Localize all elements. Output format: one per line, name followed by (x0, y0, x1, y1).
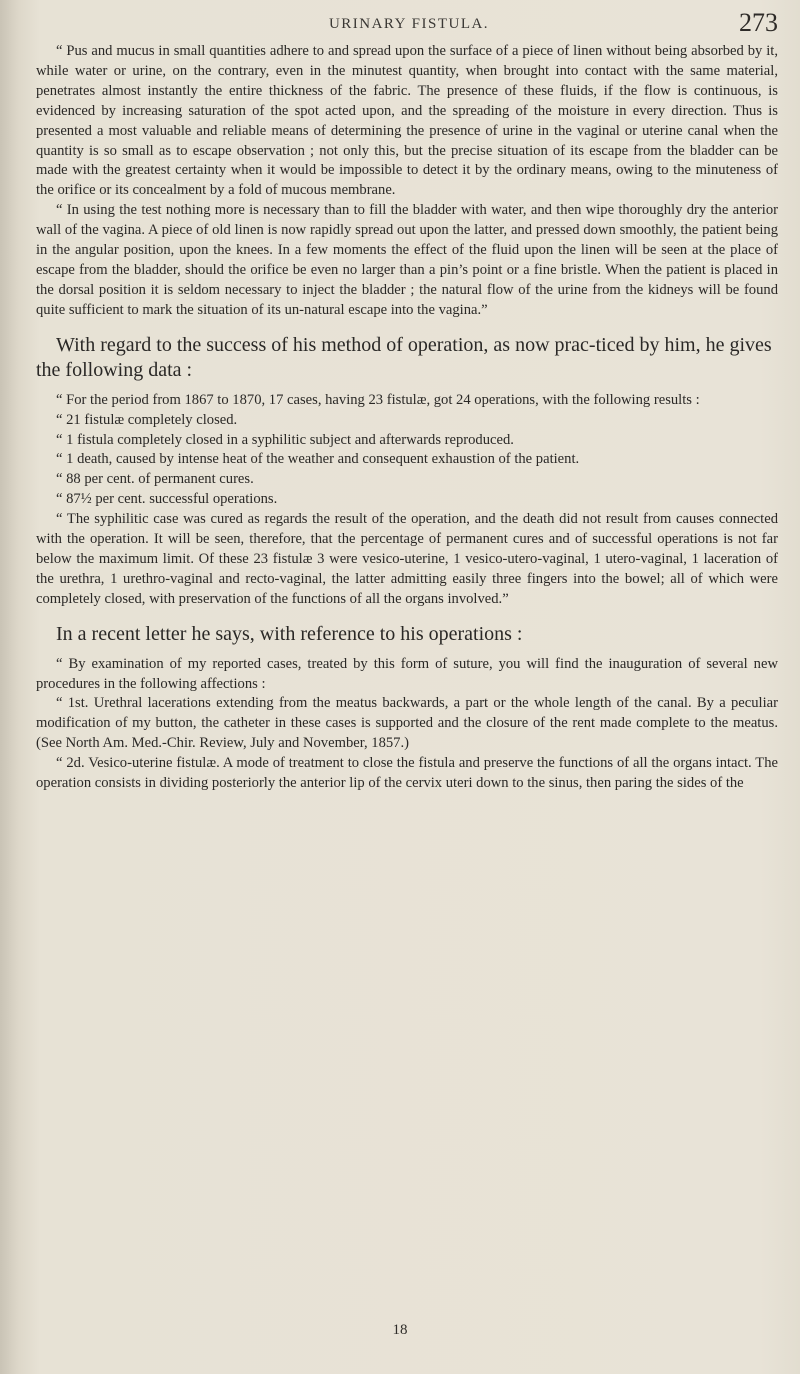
paragraph-examination: “ By examination of my reported cases, treated by this form of suture, you will find the inauguration of several new procedures in the following affections : (36, 655, 778, 692)
paragraph-using-test: “ In using the test nothing more is necessary than to fill the bladder with water, and then wipe thoroughly dry the anterior wall of the vagina. A piece of old linen is now rapidly spread out upon the latter, and pressed down smoothly, the patient being in the angular position, upon the knees. In a few moments the effect of the fluid upon the linen will be seen at the place of escape from the bladder, should the orifice be even no larger than a pin’s point or a fine bristle. When the patient is placed in the dorsal position it is seldom necessary to inject the bladder ; the natural flow of the urine from the kidneys will be found quite sufficient to mark the situation of its un-natural escape into the vagina.” (36, 202, 778, 318)
result-death: “ 1 death, caused by intense heat of the weather and consequent exhaustion of the patient. (56, 451, 580, 468)
lead-in-success: With regard to the success of his method of operation, as now prac-ticed by him, he gives the following data : (36, 333, 772, 381)
page-body (36, 42, 778, 794)
lead-in-letter: In a recent letter he says, with reference to his operations : (56, 622, 523, 645)
paragraph-second-vesico-uterine: “ 2d. Vesico-uterine fistulæ. A mode of treatment to close the fistula and preserve the functions of all the organs intact. The operation consists in dividing posteriorly the anterior lip of the cervix uteri down to the sinus, then paring the sides of the (36, 755, 778, 792)
paragraph-linen-test: “ Pus and mucus in small quantities adhere to and spread upon the surface of a piece of linen without being absorbed by it, while water or urine, on the contrary, even in the minutest quantity, when brought into contact with the same material, penetrates almost instantly the entire thickness of the fabric. The presence of these fluids, if the flow is continuous, is evidenced by increasing saturation of the spot acted upon, and the spreading of the moisture in every direction. Thus is presented a most valuable and reliable means of determining the presence of urine in the vaginal or uterine canal when the quantity is so small as to escape observation ; not only this, but the precise situation of its escape from the bladder can be made with the greatest certainty when it would be impossible to detect it by the ordinary means, owing to the minuteness of the orifice or its concealment by a fold of mucous membrane. (36, 43, 778, 199)
paragraph-period-cases: “ For the period from 1867 to 1870, 17 cases, having 23 fistulæ, got 24 operations, with the following results : (56, 391, 700, 408)
paragraph-syphilitic-case: “ The syphilitic case was cured as regards the result of the operation, and the death did not result from causes connected with the operation. It will be seen, therefore, that the percentage of permanent cures and of successful operations is not far below the maximum limit. Of these 23 fistulæ 3 were vesico-uterine, 1 vesico-utero-vaginal, 1 utero-vaginal, 1 laceration of the urethra, 1 urethro-vaginal and recto-vaginal, the latter admitting easily three fingers into the bowel; all of which were completely closed, with preservation of the functions of all the organs involved.” (36, 511, 778, 607)
running-title: URINARY FISTULA. (328, 16, 490, 32)
result-successful-operations: “ 87½ per cent. successful operations. (56, 491, 278, 508)
signature-mark: 18 (392, 1322, 408, 1338)
result-permanent-cures: “ 88 per cent. of permanent cures. (56, 471, 254, 488)
page-header (40, 6, 778, 42)
paragraph-first-urethral: “ 1st. Urethral lacerations extending from the meatus backwards, a part or the whole length of the canal. By a peculiar modification of my button, the catheter in these cases is supported and the closure of the rent made complete to the meatus. (See North Am. Med.-Chir. Review, July and November, 1857.) (36, 695, 778, 752)
page-number: 273 (739, 8, 778, 37)
result-closed: “ 21 fistulæ completely closed. (56, 411, 238, 428)
result-syphilitic: “ 1 fistula completely closed in a syphilitic subject and afterwards reproduced. (56, 431, 514, 448)
